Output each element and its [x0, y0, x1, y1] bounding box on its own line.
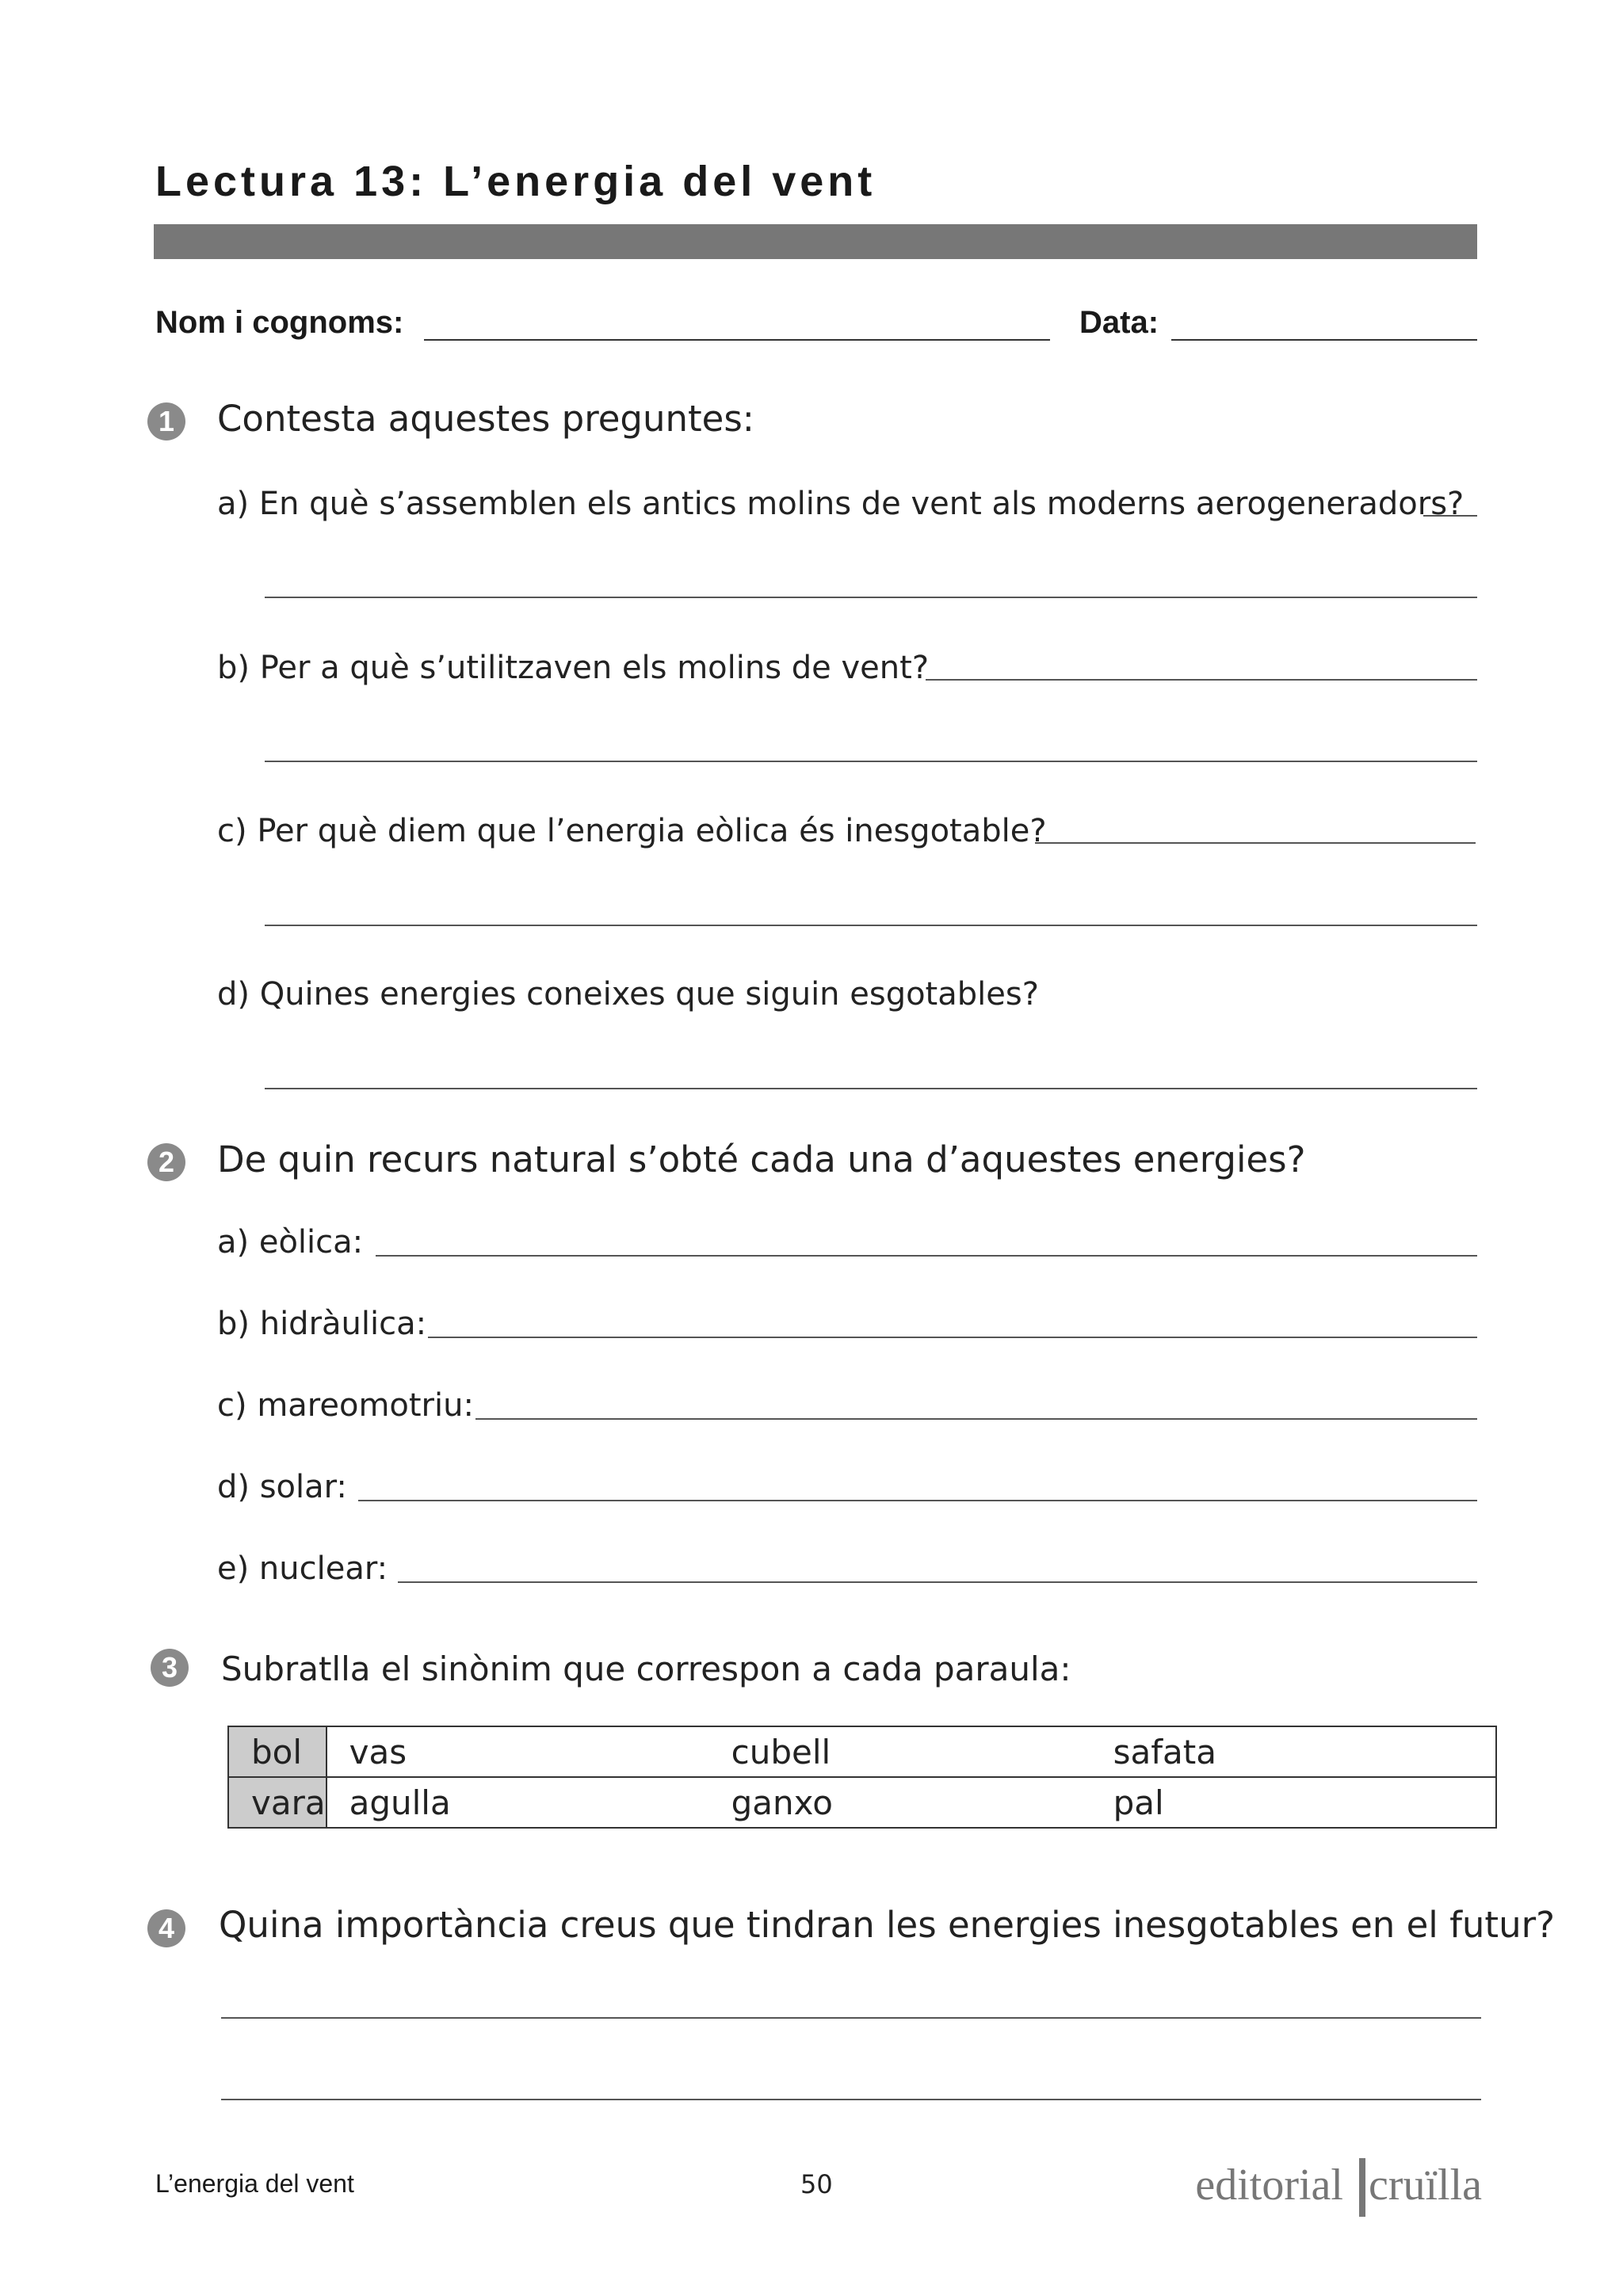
exercise1-question-b: b) Per a què s’utilitzaven els molins de vent?	[217, 650, 930, 686]
exercise4-heading: Quina importància creus que tindran les energies inesgotables en el futur?	[219, 1904, 1555, 1946]
exercise2-item-b: b) hidràulica:	[217, 1306, 427, 1342]
answer-line-2a[interactable]	[376, 1255, 1477, 1257]
synonym-option[interactable]: cubell	[731, 1732, 831, 1772]
answer-line-b1[interactable]	[926, 679, 1477, 681]
answer-line-d1[interactable]	[265, 1088, 1477, 1089]
title-bar	[154, 224, 1477, 259]
exercise-number-1: 1	[147, 402, 185, 441]
exercise-number-2: 2	[147, 1143, 185, 1181]
word-cell: bol	[228, 1726, 327, 1777]
exercise-number-4: 4	[147, 1909, 185, 1947]
synonym-option[interactable]: pal	[1113, 1783, 1164, 1822]
answer-line-4a[interactable]	[221, 2017, 1481, 2019]
answer-line-2d[interactable]	[358, 1500, 1477, 1501]
synonym-option[interactable]: vas	[349, 1732, 407, 1772]
page-title: Lectura 13: L’energia del vent	[155, 158, 876, 205]
exercise2-item-c: c) mareomotriu:	[217, 1387, 474, 1424]
answer-line-c2[interactable]	[265, 925, 1477, 926]
exercise1-question-c: c) Per què diem que l’energia eòlica és inesgotable?	[217, 813, 1047, 849]
answer-line-c1[interactable]	[1035, 842, 1476, 844]
page-number: 50	[800, 2169, 833, 2199]
exercise2-item-a: a) eòlica:	[217, 1224, 364, 1261]
publisher-name-a: editorial	[1195, 2161, 1354, 2210]
exercise2-item-d: d) solar:	[217, 1469, 347, 1505]
options-cell	[327, 1726, 1496, 1777]
publisher-name-b: cruïlla	[1368, 2161, 1482, 2210]
exercise1-question-d: d) Quines energies coneixes que siguin esgotables?	[217, 976, 1039, 1013]
exercise1-heading: Contesta aquestes preguntes:	[217, 398, 754, 440]
table-row	[228, 1777, 1496, 1828]
answer-line-a2[interactable]	[265, 597, 1477, 598]
word-cell: vara	[228, 1777, 327, 1828]
synonym-option[interactable]: ganxo	[731, 1783, 833, 1822]
answer-line-2c[interactable]	[475, 1418, 1477, 1420]
synonym-option[interactable]: agulla	[349, 1783, 451, 1822]
answer-line-4b[interactable]	[221, 2099, 1481, 2100]
synonym-option[interactable]: safata	[1113, 1732, 1216, 1772]
name-label: Nom i cognoms:	[155, 305, 404, 340]
name-field-line[interactable]	[424, 339, 1050, 341]
answer-line-2e[interactable]	[398, 1581, 1477, 1583]
exercise3-heading: Subratlla el sinònim que correspon a cada paraula:	[221, 1650, 1071, 1688]
publisher-logo	[1195, 2158, 1482, 2217]
options-cell	[327, 1777, 1496, 1828]
footer-title: L’energia del vent	[155, 2169, 354, 2198]
exercise-number-3: 3	[151, 1649, 189, 1687]
answer-line-b2[interactable]	[265, 761, 1477, 762]
table-row	[228, 1726, 1496, 1777]
date-field-line[interactable]	[1171, 339, 1477, 341]
exercise1-question-a: a) En què s’assemblen els antics molins de vent als moderns aerogeneradors?	[217, 486, 1465, 522]
date-label: Data:	[1079, 305, 1159, 340]
exercise2-item-e: e) nuclear:	[217, 1550, 388, 1587]
answer-line-a1[interactable]	[1423, 515, 1477, 517]
synonym-table	[227, 1726, 1497, 1829]
logo-bar-icon	[1359, 2158, 1365, 2217]
exercise2-heading: De quin recurs natural s’obté cada una d’aquestes energies?	[217, 1138, 1306, 1180]
answer-line-2b[interactable]	[428, 1337, 1477, 1338]
